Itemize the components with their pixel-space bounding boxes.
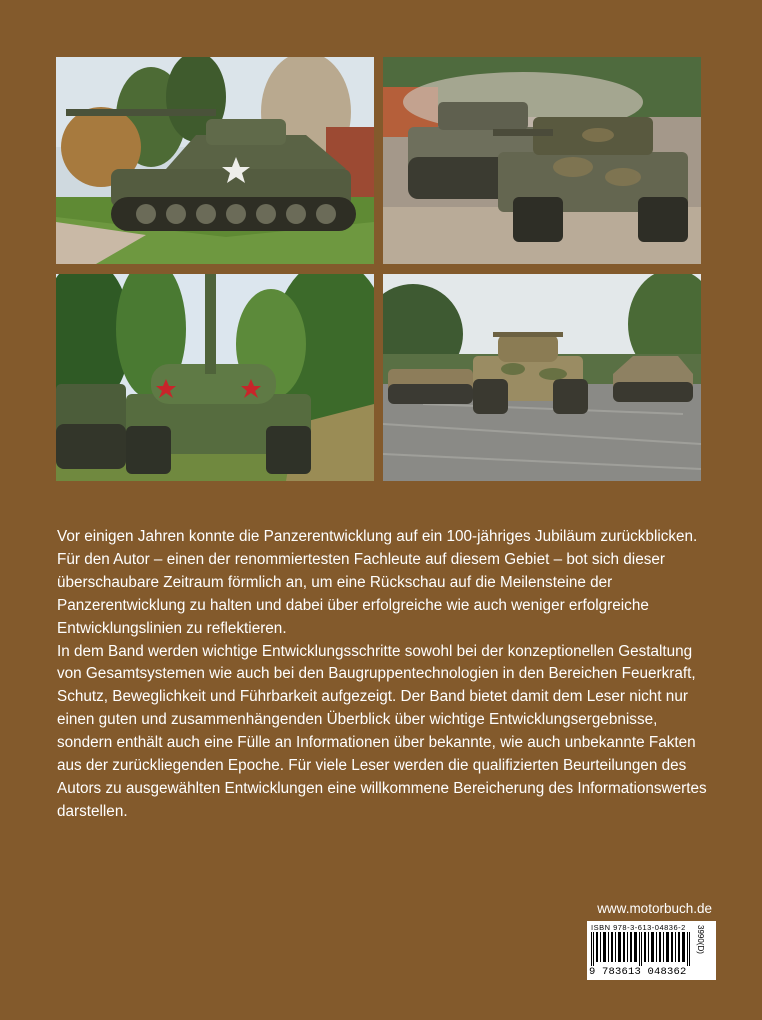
photo-camouflage-tanks — [383, 274, 701, 481]
photo-modern-tanks — [383, 57, 701, 264]
barcode-digits: 9 783613 048362 — [589, 966, 687, 978]
photo-sherman-tank — [56, 57, 374, 264]
publisher-website: www.motorbuch.de — [597, 901, 712, 916]
photo-red-star-tanks — [56, 274, 374, 481]
price-code: 3990(D) — [696, 925, 705, 954]
blurb-paragraph-1: Vor einigen Jahren konnte die Panzerentwicklung auf ein 100-jähriges Jubiläum zurückblicken. Für den Autor – einen der renommiertesten Fachleute auf diesem Gebiet – bot sich dieser überschaubare Zeitraum förmlich an, um eine Rückschau auf die Meilensteine der Panzerentwicklung zu halten und dabei über erfolgreiche wie auch weniger erfolgreiche Entwicklungslinien zu reflektieren. — [57, 528, 698, 637]
isbn-barcode — [587, 921, 716, 980]
blurb-paragraph-2: In dem Band werden wichtige Entwicklungsschritte sowohl bei der konzeptionellen Gestaltung von Gesamtsystemen wie auch bei den Baugruppentechnologien in den Bereichen Feuerkraft, Schutz, Beweglichkeit und Führbarkeit aufgezeigt. Der Band bietet damit dem Leser nicht nur einen guten und zusammenhängenden Überblick über wichtige Entwicklungsergebnisse, sondern enthält auch eine Fülle an Informationen über bekannte, wie auch unbekannte Fakten aus der zurückliegenden Epoche. Für viele Leser werden die qualifizierten Beurteilungen des Autors zu ausgewählten Entwicklungen eine willkommene Bereicherung des Informationswertes darstellen. — [57, 642, 707, 820]
barcode-bars — [591, 932, 693, 966]
isbn-label: ISBN 978-3-613-04836-2 — [591, 923, 686, 932]
back-cover-blurb — [57, 526, 707, 824]
